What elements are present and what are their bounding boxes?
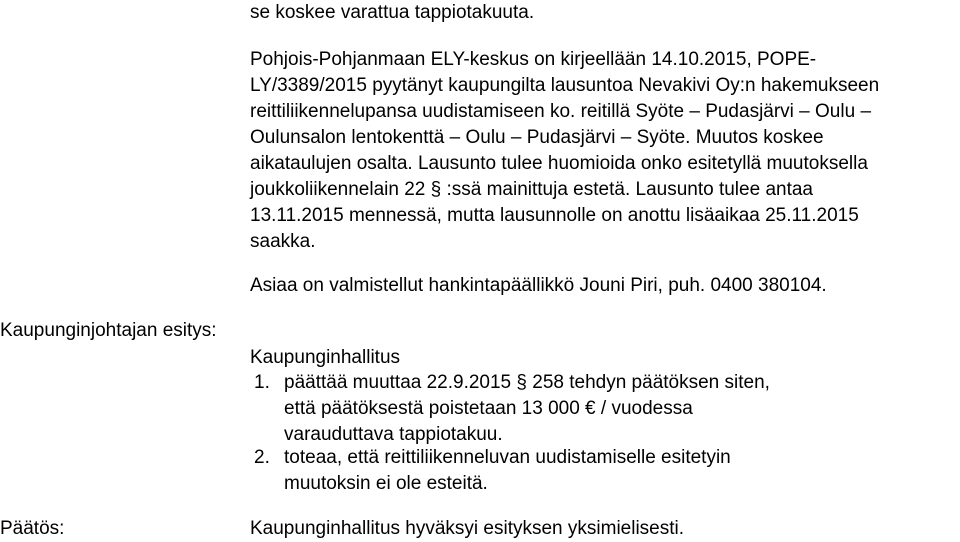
item-line: muutoksin ei ole esteitä. <box>284 473 488 494</box>
paragraph-line: saakka. <box>250 231 316 252</box>
paragraph-line: LY/3389/2015 pyytänyt kaupungilta lausuntoa Nevakivi Oy:n hakemukseen <box>250 75 880 96</box>
paragraph-line: aikataulujen osalta. Lausunto tulee huomioida onko esitetyllä muutoksella <box>250 153 868 174</box>
paragraph-line: Oulunsalon lentokenttä – Oulu – Pudasjärvi – Syöte. Muutos koskee <box>250 127 824 148</box>
proposal-body: Kaupunginhallitus <box>250 347 401 368</box>
item-line: varauduttava tappiotakuu. <box>284 424 503 445</box>
item-number: 1. <box>254 372 270 393</box>
item-number: 2. <box>254 447 270 468</box>
proposal-label: Kaupunginjohtajan esitys: <box>0 320 217 341</box>
decision-label: Päätös: <box>0 518 65 539</box>
paragraph-line: Pohjois-Pohjanmaan ELY-keskus on kirjeellään 14.10.2015, POPE- <box>250 49 817 70</box>
item-line: toteaa, että reittiliikenneluvan uudistamiselle esitetyin <box>284 447 731 468</box>
item-line: päättää muuttaa 22.9.2015 § 258 tehdyn päätöksen siten, <box>284 372 770 393</box>
item-line: että päätöksestä poistetaan 13 000 € / vuodessa <box>284 398 693 419</box>
paragraph-line: 13.11.2015 mennessä, mutta lausunnolle on anottu lisäaikaa 25.11.2015 <box>250 205 859 226</box>
decision-text: Kaupunginhallitus hyväksyi esityksen yksimielisesti. <box>250 518 685 539</box>
paragraph-line: joukkoliikennelain 22 § :ssä mainittuja estetä. Lausunto tulee antaa <box>250 179 813 200</box>
preparer-line: Asiaa on valmistellut hankintapäällikkö Jouni Piri, puh. 0400 380104. <box>250 275 827 296</box>
paragraph-line: reittiliikennelupansa uudistamiseen ko. reitillä Syöte – Pudasjärvi – Oulu – <box>250 101 872 122</box>
continuation-line: se koskee varattua tappiotakuuta. <box>250 2 535 23</box>
